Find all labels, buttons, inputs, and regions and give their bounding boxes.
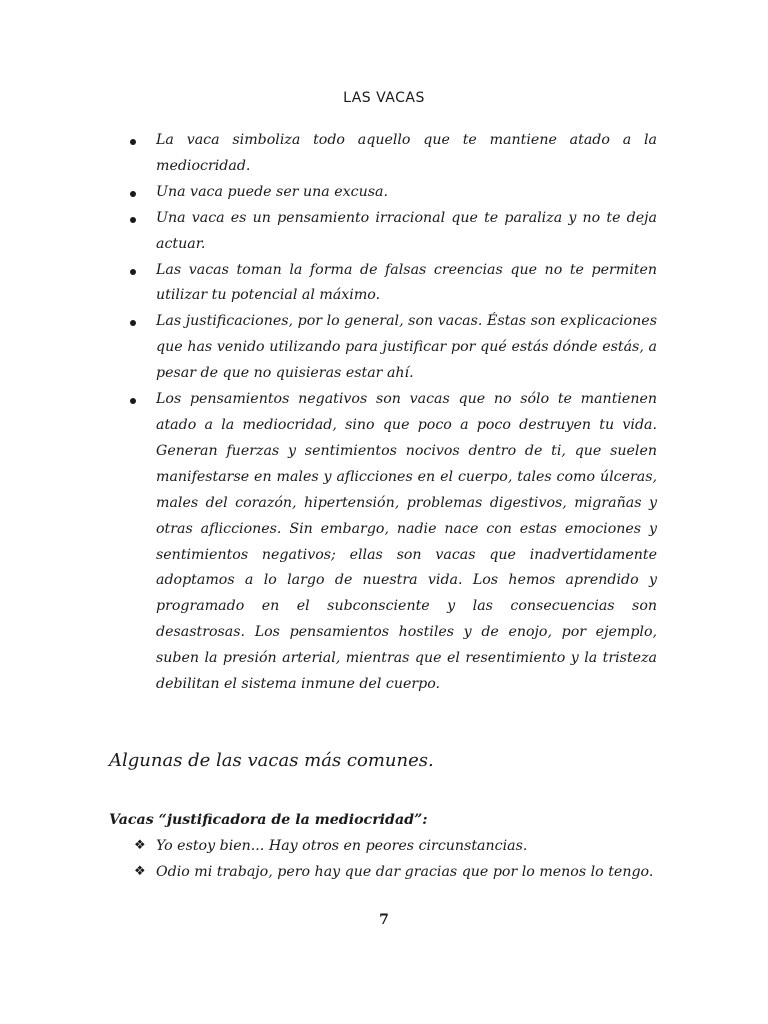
bullet-dot-icon bbox=[130, 217, 136, 223]
list-item-text: Una vaca puede ser una excusa. bbox=[156, 183, 388, 200]
list-item bbox=[110, 859, 657, 885]
bullet-dot-icon bbox=[130, 320, 136, 326]
list-item-text: Las justificaciones, por lo general, son vacas. Éstas son explicaciones que has venido utilizando para justificar por qué estás dónde estás, a pesar de que no quisieras estar ahí. bbox=[156, 313, 657, 382]
list-item bbox=[110, 128, 657, 180]
list-item-text: Las vacas toman la forma de falsas creencias que no te permiten utilizar tu potencial al máximo. bbox=[156, 261, 657, 304]
page-title: LAS VACAS bbox=[343, 90, 425, 106]
bullet-dot-icon bbox=[130, 139, 136, 145]
list-item bbox=[110, 309, 657, 387]
bullet-dot-icon bbox=[130, 398, 136, 404]
list-item-text: Odio mi trabajo, pero hay que dar gracias que por lo menos lo tengo. bbox=[156, 864, 654, 880]
sub-heading: Vacas “justificadora de la mediocridad”: bbox=[109, 812, 428, 828]
diamond-bullet-icon: ❖ bbox=[134, 864, 146, 879]
list-item-text: Una vaca es un pensamiento irracional que te paraliza y no te deja actuar. bbox=[156, 209, 657, 252]
bullet-dot-icon bbox=[130, 269, 136, 275]
bullet-list bbox=[110, 128, 657, 698]
diamond-list bbox=[110, 833, 657, 885]
list-item bbox=[110, 206, 657, 258]
bullet-dot-icon bbox=[130, 191, 136, 197]
page-number: 7 bbox=[379, 912, 389, 928]
list-item bbox=[110, 258, 657, 310]
list-item-text: Los pensamientos negativos son vacas que no sólo te mantienen atado a la mediocridad, sino que poco a poco destruyen tu vida. Generan fuerzas y sentimientos nocivos dentro de ti, que suelen manifestarse en males y aflicciones en el cuerpo, tales como úlceras, males del corazón, hipertensión, problemas digestivos, migrañas y otras aflicciones. Sin embargo, nadie nace con estas emociones y sentimientos negativos; ellas son vacas que inadvertidamente adoptamos a lo largo de nuestra vida. Los hemos aprendido y programado en el subconsciente y las consecuencias son desastrosas. Los pensamientos hostiles y de enojo, por ejemplo, suben la presión arterial, mientras que el resentimiento y la tristeza debilitan el sistema inmune del cuerpo. bbox=[156, 391, 657, 693]
list-item bbox=[110, 833, 657, 859]
diamond-bullet-icon: ❖ bbox=[134, 838, 146, 853]
list-item-text: Yo estoy bien... Hay otros en peores circunstancias. bbox=[156, 838, 528, 854]
list-item bbox=[110, 180, 657, 206]
list-item bbox=[110, 387, 657, 698]
section-heading: Algunas de las vacas más comunes. bbox=[109, 750, 434, 771]
list-item-text: La vaca simboliza todo aquello que te mantiene atado a la mediocridad. bbox=[156, 132, 657, 174]
